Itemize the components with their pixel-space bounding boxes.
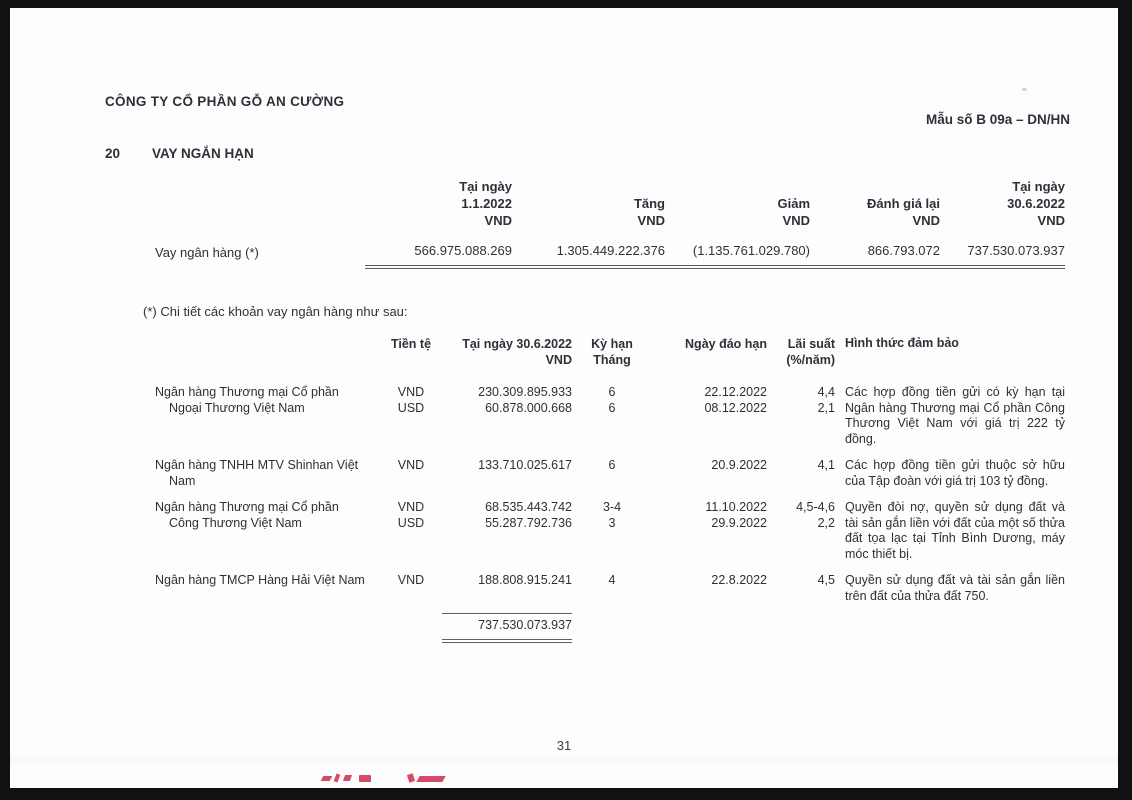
page-number: 31	[556, 738, 572, 753]
scan-artifact	[321, 776, 333, 781]
term-months: 6 6	[608, 385, 616, 415]
bank-name: Ngân hàng Thương mại Cổ phần Công Thương Việt Nam	[155, 500, 339, 530]
col-header-increase: Tăng VND	[633, 196, 665, 228]
due-date: 22.12.2022 08.12.2022	[704, 385, 767, 415]
col-header-opening: Tại ngày 1.1.2022 VND	[459, 179, 512, 228]
col-header-revaluation: Đánh giá lại VND	[867, 196, 940, 228]
detail-row-maritime	[155, 562, 1065, 604]
amount: 68.535.443.742 55.287.792.736	[485, 500, 572, 530]
value-opening: 566.975.088.269	[365, 229, 512, 267]
scan-artifact	[407, 773, 415, 782]
term-months: 6	[608, 458, 616, 472]
detail-table	[155, 336, 1065, 643]
value-increase: 1.305.449.222.376	[512, 229, 665, 267]
col-header-amount: Tại ngày 30.6.2022 VND	[462, 337, 572, 367]
term-months: 4	[608, 573, 616, 587]
amount: 133.710.025.617	[478, 458, 572, 472]
bank-name: Ngân hàng TMCP Hàng Hải Việt Nam	[155, 573, 365, 587]
collateral-description: Các hợp đồng tiền gửi có kỳ hạn tại Ngân hàng Thương mại Cổ phần Công Thương Việt Nam với giá trị 222 tỷ đồng.	[845, 385, 1065, 446]
summary-value-row	[155, 229, 1065, 267]
bank-name: Ngân hàng TNHH MTV Shinhan Việt Nam	[155, 458, 359, 488]
row-label: Vay ngân hàng (*)	[155, 245, 259, 260]
scan-speck	[1022, 88, 1027, 91]
scan-artifact	[359, 775, 371, 782]
due-date: 11.10.2022 29.9.2022	[705, 500, 767, 530]
document-page	[10, 8, 1118, 788]
detail-row-shinhan	[155, 447, 1065, 489]
currency: VND	[397, 573, 425, 587]
company-name: CÔNG TY CỔ PHẦN GỖ AN CƯỜNG	[105, 94, 345, 109]
col-header-rate: Lãi suất (%/năm)	[786, 337, 835, 367]
col-header-decrease: Giảm VND	[777, 196, 810, 228]
footnote-intro: (*) Chi tiết các khoản vay ngân hàng như sau:	[143, 304, 408, 319]
scan-artifact	[416, 776, 445, 782]
term-months: 3-4 3	[602, 500, 622, 530]
col-header-due-date: Ngày đáo hạn	[685, 337, 767, 351]
detail-row-vietcombank	[155, 368, 1065, 447]
scan-band	[10, 756, 1118, 764]
detail-row-vietinbank	[155, 489, 1065, 562]
collateral-description: Các hợp đồng tiền gửi thuộc sở hữu của Tập đoàn với giá trị 103 tỷ đồng.	[845, 458, 1065, 488]
col-header-currency: Tiền tệ	[390, 337, 432, 351]
total-amount: 737.530.073.937	[442, 613, 572, 643]
currency: VND USD	[397, 385, 425, 415]
currency: VND	[397, 458, 425, 472]
due-date: 22.8.2022	[711, 573, 767, 587]
collateral-description: Quyền đòi nợ, quyền sử dụng đất và tài sản gắn liền với đất của một số thửa đất tọa lạc tại Tỉnh Bình Dương, máy móc thiết bị.	[845, 500, 1065, 561]
section-heading	[105, 146, 254, 161]
interest-rate: 4,5-4,6 2,2	[796, 500, 835, 530]
col-header-collateral: Hình thức đảm bảo	[845, 336, 959, 350]
bank-name: Ngân hàng Thương mại Cổ phần Ngoại Thương Việt Nam	[155, 385, 339, 415]
scan-artifact	[334, 774, 340, 783]
summary-header-row	[155, 178, 1065, 229]
scan-artifact	[343, 775, 352, 781]
section-title: VAY NGẮN HẠN	[152, 146, 254, 161]
detail-total-row	[155, 604, 1065, 643]
form-number: Mẫu số B 09a – DN/HN	[925, 112, 1070, 127]
col-header-closing: Tại ngày 30.6.2022 VND	[1007, 179, 1065, 228]
interest-rate: 4,4 2,1	[817, 385, 835, 415]
currency: VND USD	[397, 500, 425, 530]
summary-table	[155, 178, 1065, 269]
interest-rate: 4,1	[817, 458, 835, 472]
amount: 188.808.915.241	[478, 573, 572, 587]
value-closing: 737.530.073.937	[940, 229, 1065, 267]
value-decrease: (1.135.761.029.780)	[665, 229, 810, 267]
due-date: 20.9.2022	[711, 458, 767, 472]
collateral-description: Quyền sử dụng đất và tài sản gắn liền trên đất của thửa đất 750.	[845, 573, 1065, 603]
value-revaluation: 866.793.072	[810, 229, 940, 267]
detail-header-row	[155, 336, 1065, 368]
section-number: 20	[105, 146, 121, 161]
interest-rate: 4,5	[817, 573, 835, 587]
amount: 230.309.895.933 60.878.000.668	[478, 385, 572, 415]
col-header-term: Kỳ hạn Tháng	[591, 337, 633, 367]
